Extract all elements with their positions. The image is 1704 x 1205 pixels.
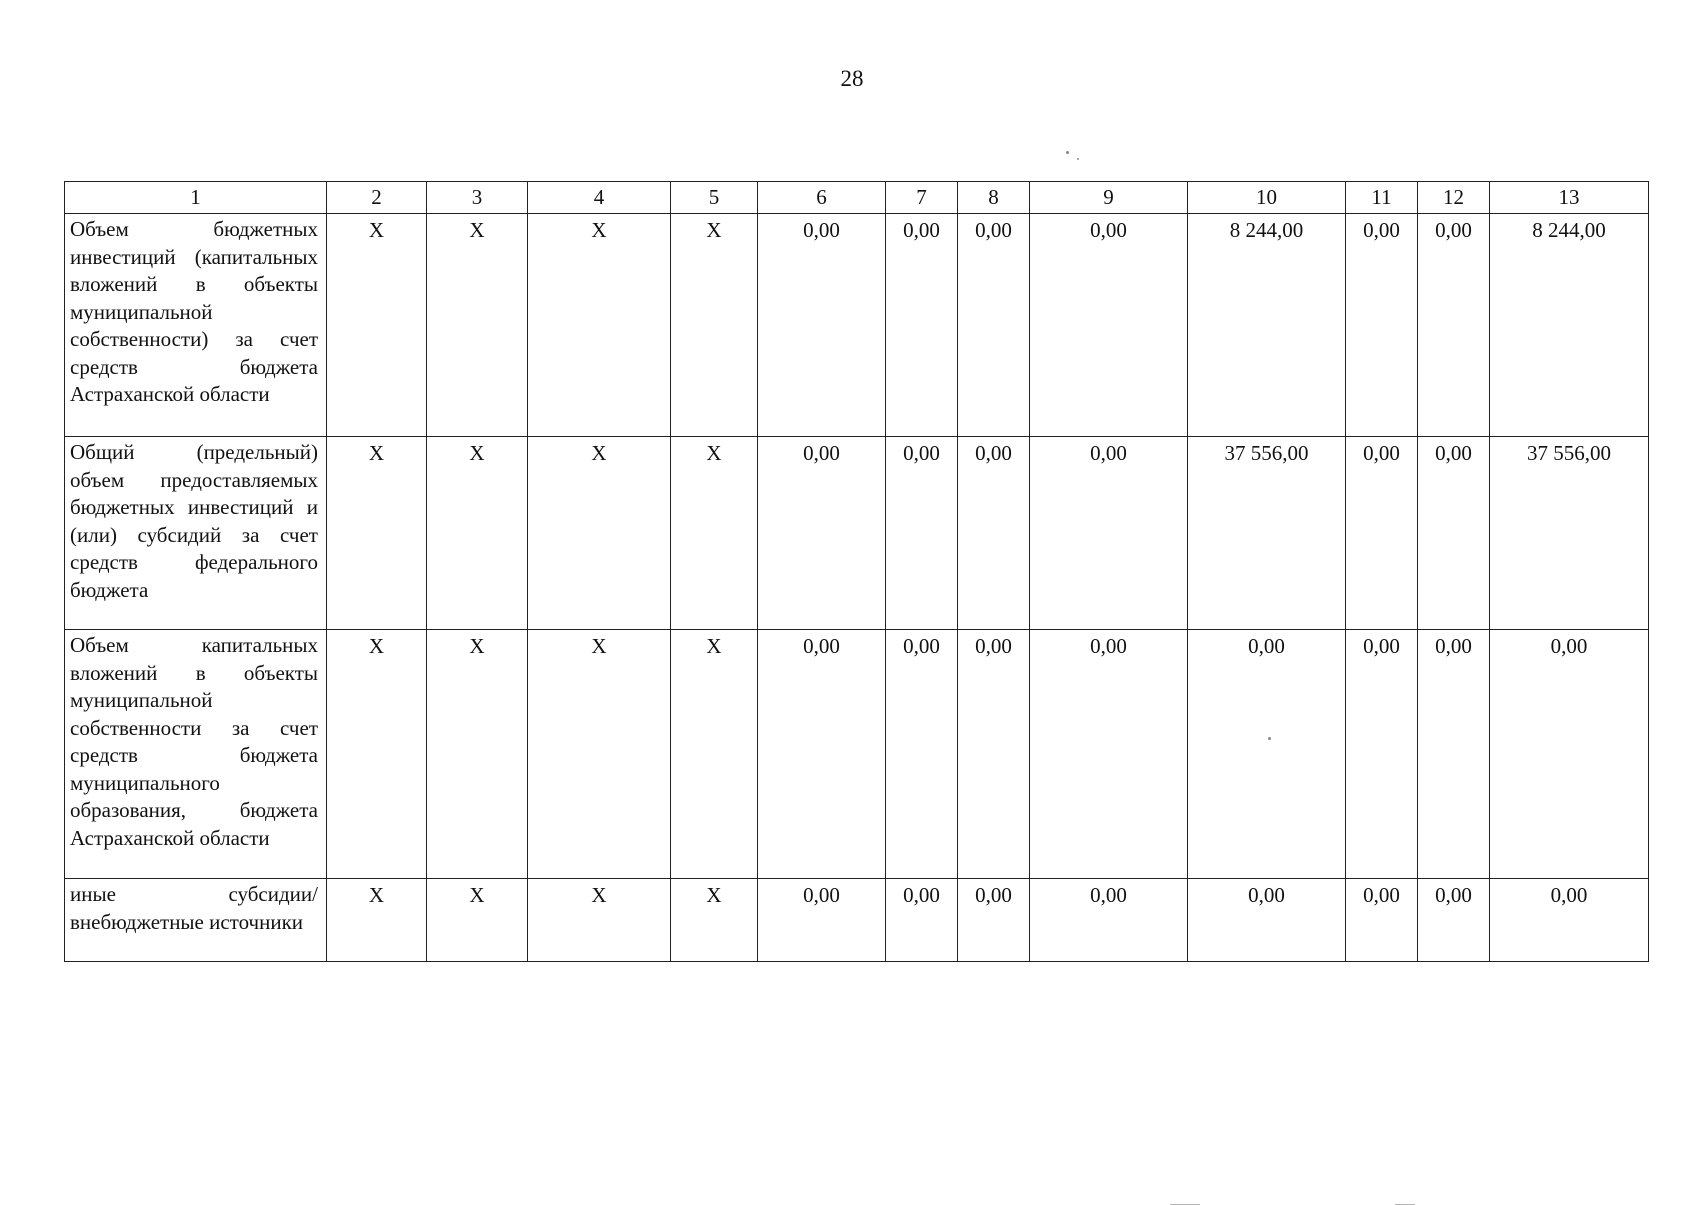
- table-row: [65, 630, 1649, 879]
- table-cell: X: [327, 630, 427, 879]
- table-cell: 0,00: [1418, 437, 1490, 630]
- table-cell: X: [528, 879, 671, 962]
- table-cell: X: [427, 630, 528, 879]
- table-cell: 0,00: [1188, 879, 1346, 962]
- table-cell: 0,00: [1346, 879, 1418, 962]
- table-cell: 37 556,00: [1490, 437, 1649, 630]
- table-cell: 0,00: [958, 214, 1030, 437]
- row-label: Объем капитальных вложений в объекты муниципальной собственности за счет средств бюджета муниципального образования, бюджета Астраханской области: [65, 630, 327, 879]
- table-cell: 0,00: [958, 879, 1030, 962]
- row-label: иные субсидии/ внебюджетные источники: [65, 879, 327, 962]
- table-cell: 8 244,00: [1490, 214, 1649, 437]
- column-number: 3: [427, 182, 528, 214]
- scan-speck: [1268, 737, 1271, 740]
- row-label: Общий (предельный) объем предоставляемых бюджетных инвестиций и (или) субсидий за счет средств федерального бюджета: [65, 437, 327, 630]
- column-number: 11: [1346, 182, 1418, 214]
- table-cell: X: [528, 630, 671, 879]
- table-header-row: [65, 182, 1649, 214]
- scan-speck: [1066, 151, 1069, 154]
- scan-speck: [1077, 158, 1079, 160]
- table-cell: 0,00: [886, 879, 958, 962]
- table-cell: 0,00: [1418, 214, 1490, 437]
- table-cell: 0,00: [1030, 437, 1188, 630]
- table-cell: X: [528, 437, 671, 630]
- table-cell: X: [427, 437, 528, 630]
- row-label: Объем бюджетных инвестиций (капитальных вложений в объекты муниципальной собственности) за счет средств бюджета Астраханской области: [65, 214, 327, 437]
- table-row: [65, 437, 1649, 630]
- table-cell: 0,00: [958, 437, 1030, 630]
- table-cell: X: [427, 214, 528, 437]
- table-row: [65, 214, 1649, 437]
- table-cell: 37 556,00: [1188, 437, 1346, 630]
- table-cell: 0,00: [1188, 630, 1346, 879]
- table-cell: X: [671, 437, 758, 630]
- table-cell: X: [327, 437, 427, 630]
- table-cell: 0,00: [1030, 879, 1188, 962]
- column-number: 5: [671, 182, 758, 214]
- table-cell: 0,00: [1346, 437, 1418, 630]
- table-cell: 0,00: [1346, 630, 1418, 879]
- table-cell: 0,00: [758, 214, 886, 437]
- table-cell: 0,00: [758, 437, 886, 630]
- table-cell: X: [427, 879, 528, 962]
- table-cell: 0,00: [758, 630, 886, 879]
- column-number: 2: [327, 182, 427, 214]
- table-cell: X: [528, 214, 671, 437]
- table-cell: 0,00: [958, 630, 1030, 879]
- table-cell: X: [671, 630, 758, 879]
- table-cell: 8 244,00: [1188, 214, 1346, 437]
- table-cell: 0,00: [1418, 879, 1490, 962]
- table-cell: 0,00: [1030, 630, 1188, 879]
- table-cell: X: [671, 879, 758, 962]
- table-cell: 0,00: [886, 630, 958, 879]
- column-number: 8: [958, 182, 1030, 214]
- table-cell: 0,00: [886, 214, 958, 437]
- column-number: 7: [886, 182, 958, 214]
- table-cell: X: [327, 214, 427, 437]
- table-row: [65, 879, 1649, 962]
- column-number: 13: [1490, 182, 1649, 214]
- column-number: 10: [1188, 182, 1346, 214]
- table-cell: 0,00: [1346, 214, 1418, 437]
- table-cell: 0,00: [886, 437, 958, 630]
- column-number: 6: [758, 182, 886, 214]
- budget-table: [64, 181, 1649, 962]
- table-cell: X: [327, 879, 427, 962]
- table-cell: 0,00: [1030, 214, 1188, 437]
- page-number: 28: [840, 66, 864, 91]
- table-cell: 0,00: [1418, 630, 1490, 879]
- table-cell: X: [671, 214, 758, 437]
- column-number: 4: [528, 182, 671, 214]
- table-cell: 0,00: [758, 879, 886, 962]
- column-number: 12: [1418, 182, 1490, 214]
- table-cell: 0,00: [1490, 630, 1649, 879]
- column-number: 1: [65, 182, 327, 214]
- column-number: 9: [1030, 182, 1188, 214]
- table-cell: 0,00: [1490, 879, 1649, 962]
